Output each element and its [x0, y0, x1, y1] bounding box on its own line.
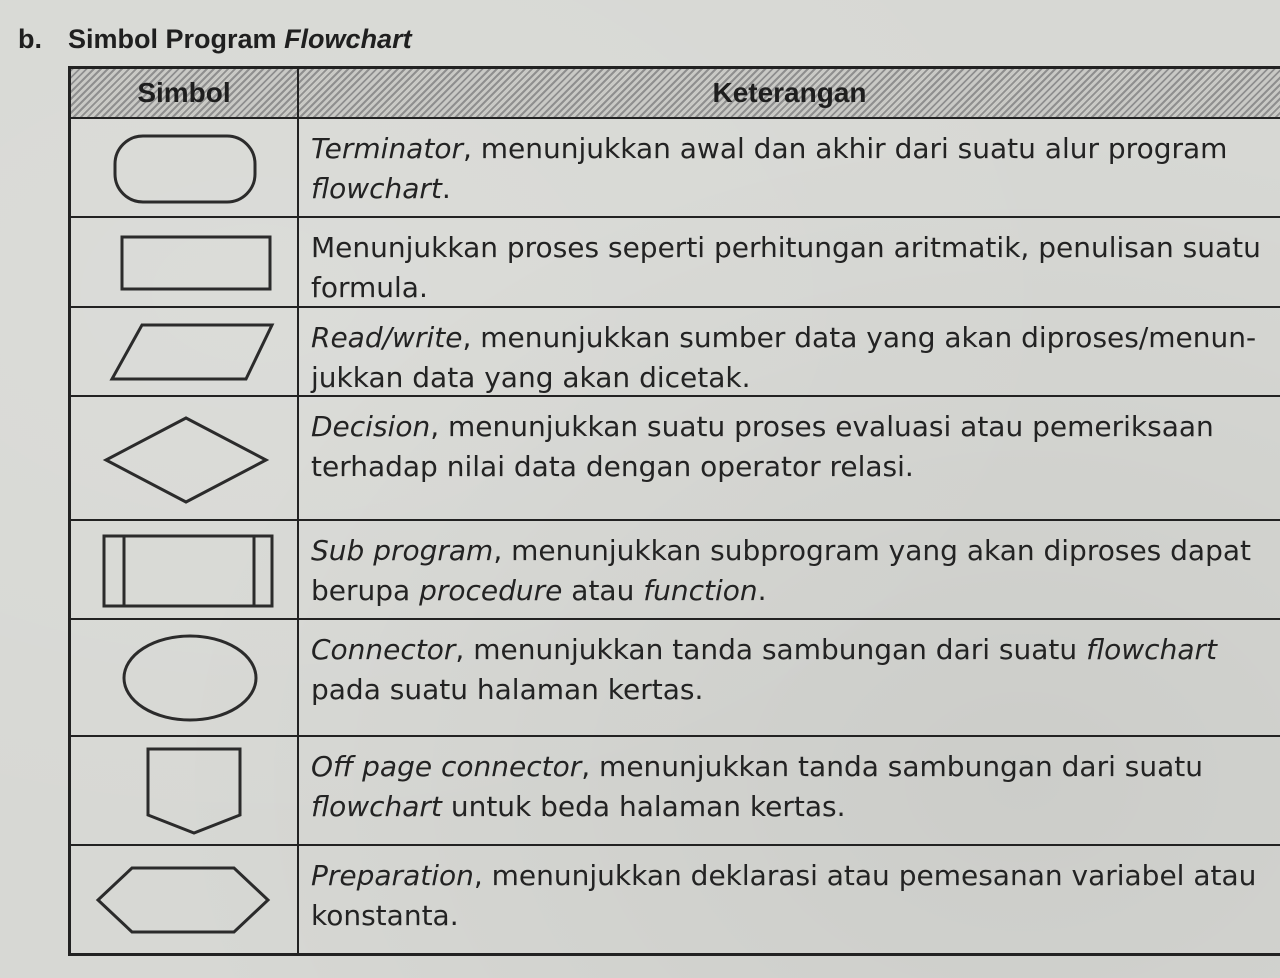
term-emphasis: function [643, 574, 758, 607]
description-cell [299, 846, 1280, 953]
term-emphasis: procedure [419, 574, 563, 607]
description-cell [299, 397, 1280, 519]
description-line [311, 630, 1280, 670]
description-cell [299, 308, 1280, 395]
table-row-connector [71, 620, 1280, 737]
symbol-cell [71, 521, 299, 618]
description-line [311, 318, 1280, 358]
description-line: terhadap nilai data dengan operator relasi. [311, 450, 914, 483]
description-text: , menunjukkan deklarasi atau pemesanan variabel atau [473, 859, 1257, 892]
symbol-cell [71, 218, 299, 306]
section-heading [18, 24, 412, 55]
table-row-decision [71, 397, 1280, 521]
description-line: konstanta. [311, 899, 459, 932]
description-text: . [757, 574, 767, 607]
description-line [311, 571, 1280, 611]
description-cell [299, 218, 1280, 306]
section-title [68, 24, 412, 55]
symbol-cell [71, 620, 299, 735]
term-emphasis: flowchart [311, 172, 442, 205]
decision-icon [84, 408, 284, 508]
description-line [311, 856, 1280, 896]
description-text: . [441, 172, 451, 205]
description-text: , menunjukkan awal dan akhir dari suatu alur program [462, 132, 1228, 165]
symbol-cell [71, 397, 299, 519]
table-header-row [71, 69, 1280, 119]
description-line: pada suatu halaman kertas. [311, 673, 704, 706]
symbol-cell [71, 308, 299, 395]
table-row-subprogram [71, 521, 1280, 620]
symbol-cell [71, 737, 299, 844]
table-row-off-page-connector [71, 737, 1280, 846]
section-title-italic: Flowchart [284, 24, 412, 54]
symbol-cell [71, 846, 299, 953]
symbol-cell [71, 119, 299, 216]
description-line [311, 407, 1280, 447]
process-icon [84, 227, 284, 297]
input-output-icon [84, 317, 284, 387]
description-text: , menunjukkan subprogram yang akan diproses dapat [493, 534, 1251, 567]
term-emphasis: Sub program [311, 534, 494, 567]
description-text: untuk beda halaman kertas. [441, 790, 846, 823]
description-text: berupa [311, 574, 420, 607]
term-emphasis: Terminator [311, 132, 463, 165]
section-label: b. [18, 24, 42, 54]
table-row-preparation [71, 846, 1280, 953]
term-emphasis: Connector [311, 633, 456, 666]
subprogram-icon [84, 528, 284, 612]
header-symbol: Simbol [137, 77, 231, 108]
description-line [311, 169, 1280, 209]
preparation-icon [84, 860, 284, 940]
header-description-cell [299, 69, 1280, 117]
description-cell [299, 119, 1280, 216]
header-description: Keterangan [712, 77, 867, 108]
terminator-icon [84, 128, 284, 208]
section-title-plain: Simbol Program [68, 24, 277, 54]
term-emphasis: Read/write [311, 321, 463, 354]
description-line [311, 787, 1280, 827]
description-line [311, 747, 1280, 787]
description-line [311, 129, 1280, 169]
table-row-process [71, 218, 1280, 308]
term-emphasis: flowchart [1086, 633, 1217, 666]
description-cell [299, 521, 1280, 618]
table-row-terminator [71, 119, 1280, 218]
description-line: formula. [311, 271, 428, 304]
description-cell [299, 620, 1280, 735]
description-text: , menunjukkan sumber data yang akan diproses/menun- [462, 321, 1257, 354]
term-emphasis: Off page connector [311, 750, 582, 783]
description-line: jukkan data yang akan dicetak. [311, 361, 751, 394]
flowchart-symbol-table [68, 66, 1280, 956]
term-emphasis: flowchart [311, 790, 442, 823]
description-text: , menunjukkan suatu proses evaluasi atau pemeriksaan [430, 410, 1214, 443]
term-emphasis: Decision [311, 410, 431, 443]
header-symbol-cell [71, 69, 299, 117]
term-emphasis: Preparation [311, 859, 474, 892]
description-text: , menunjukkan tanda sambungan dari suatu [581, 750, 1203, 783]
off-page-connector-icon [84, 741, 284, 841]
table-row-read-write [71, 308, 1280, 397]
description-cell [299, 737, 1280, 844]
description-line: Menunjukkan proses seperti perhitungan aritmatik, penulisan suatu [311, 231, 1261, 264]
connector-icon [84, 628, 284, 728]
description-text: atau [562, 574, 644, 607]
description-line [311, 531, 1280, 571]
description-text: , menunjukkan tanda sambungan dari suatu [455, 633, 1087, 666]
